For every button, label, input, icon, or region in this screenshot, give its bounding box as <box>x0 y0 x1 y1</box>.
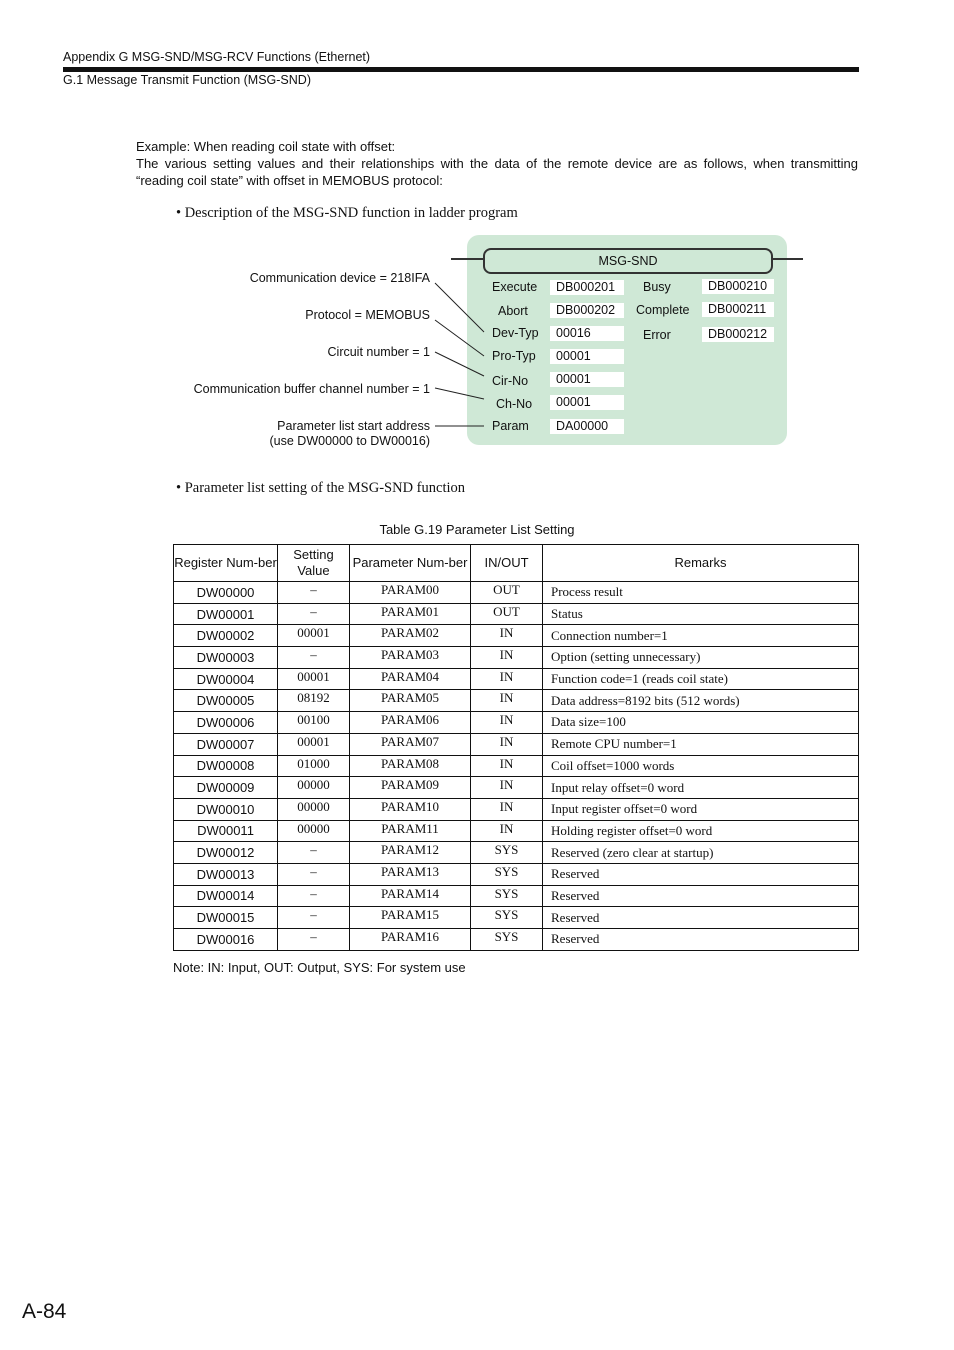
param-cell: PARAM13 <box>350 863 471 885</box>
param-cell: PARAM07 <box>350 733 471 755</box>
pin-execute: Execute <box>492 280 538 294</box>
pin-complete: Complete <box>636 303 690 317</box>
param-cell: PARAM02 <box>350 625 471 647</box>
param-cell: PARAM04 <box>350 668 471 690</box>
pin-execute-value: DB000201 <box>550 280 624 295</box>
remarks-cell: Holding register offset=0 word <box>543 820 859 842</box>
setting-cell: 00000 <box>278 798 350 820</box>
pin-cir-no: Cir-No <box>492 374 529 388</box>
annotation-circuit: Circuit number = 1 <box>327 345 430 359</box>
register-cell: DW00009 <box>174 777 278 799</box>
table-row <box>174 603 859 625</box>
inout-cell: OUT <box>471 582 543 604</box>
param-cell: PARAM08 <box>350 755 471 777</box>
setting-cell: – <box>278 885 350 907</box>
register-cell: DW00014 <box>174 885 278 907</box>
pin-pro-typ-value: 00001 <box>550 349 624 364</box>
pin-abort-value: DB000202 <box>550 303 624 318</box>
pin-param: Param <box>492 419 529 433</box>
annotation-param-start-line2: (use DW00000 to DW00016) <box>269 434 430 448</box>
table-header-row <box>174 545 859 582</box>
table-row <box>174 668 859 690</box>
setting-cell: 00001 <box>278 625 350 647</box>
header-remarks: Remarks <box>543 545 859 582</box>
setting-cell: – <box>278 863 350 885</box>
remarks-cell: Input register offset=0 word <box>543 798 859 820</box>
running-header-section: G.1 Message Transmit Function (MSG-SND) <box>63 73 311 87</box>
inout-cell: IN <box>471 777 543 799</box>
table-row <box>174 907 859 929</box>
pin-complete-value: DB000211 <box>702 302 774 317</box>
inout-cell: SYS <box>471 885 543 907</box>
remarks-cell: Reserved (zero clear at startup) <box>543 842 859 864</box>
remarks-cell: Status <box>543 603 859 625</box>
pin-param-value: DA00000 <box>550 419 624 434</box>
setting-cell: – <box>278 842 350 864</box>
annotation-param-start-line1: Parameter list start address <box>277 419 430 433</box>
register-cell: DW00003 <box>174 647 278 669</box>
table-row <box>174 690 859 712</box>
register-cell: DW00013 <box>174 863 278 885</box>
table-note: Note: IN: Input, OUT: Output, SYS: For system use <box>173 960 466 975</box>
inout-cell: IN <box>471 625 543 647</box>
remarks-cell: Reserved <box>543 885 859 907</box>
param-cell: PARAM14 <box>350 885 471 907</box>
bullet-parameter-list: • Parameter list setting of the MSG-SND function <box>176 480 465 496</box>
inout-cell: SYS <box>471 842 543 864</box>
setting-cell: 00001 <box>278 668 350 690</box>
param-cell: PARAM16 <box>350 929 471 951</box>
leader-line-ch-no <box>435 388 484 399</box>
annotation-protocol: Protocol = MEMOBUS <box>305 308 430 322</box>
setting-cell: 00000 <box>278 777 350 799</box>
setting-cell: – <box>278 582 350 604</box>
param-cell: PARAM00 <box>350 582 471 604</box>
inout-cell: SYS <box>471 929 543 951</box>
remarks-cell: Coil offset=1000 words <box>543 755 859 777</box>
pin-error-value: DB000212 <box>702 327 774 342</box>
table-row <box>174 929 859 951</box>
setting-cell: – <box>278 907 350 929</box>
annotation-param-start <box>100 419 430 449</box>
register-cell: DW00002 <box>174 625 278 647</box>
register-cell: DW00005 <box>174 690 278 712</box>
param-cell: PARAM15 <box>350 907 471 929</box>
running-header-chapter: Appendix G MSG-SND/MSG-RCV Functions (Ethernet) <box>63 50 371 64</box>
param-cell: PARAM11 <box>350 820 471 842</box>
leader-line-pro-typ <box>435 320 484 356</box>
inout-cell: IN <box>471 668 543 690</box>
register-cell: DW00000 <box>174 582 278 604</box>
setting-cell: 08192 <box>278 690 350 712</box>
pin-busy-value: DB000210 <box>702 279 774 294</box>
table-row <box>174 885 859 907</box>
remarks-cell: Reserved <box>543 929 859 951</box>
setting-cell: 00001 <box>278 733 350 755</box>
pin-cir-no-value: 00001 <box>550 372 624 387</box>
remarks-cell: Data size=100 <box>543 712 859 734</box>
table-row <box>174 712 859 734</box>
remarks-cell: Input relay offset=0 word <box>543 777 859 799</box>
table-row <box>174 755 859 777</box>
table-row <box>174 777 859 799</box>
param-cell: PARAM09 <box>350 777 471 799</box>
header-setting-value: Setting Value <box>278 545 350 582</box>
setting-cell: – <box>278 929 350 951</box>
msg-snd-block-title: MSG-SND <box>483 248 773 274</box>
inout-cell: SYS <box>471 863 543 885</box>
parameter-list-table <box>173 544 859 951</box>
pin-error: Error <box>643 328 671 342</box>
param-cell: PARAM05 <box>350 690 471 712</box>
intro-line-2: The various setting values and their relationships with the data of the remote device are as follows, when transmitting “reading coil state” with offset in MEMOBUS protocol: <box>136 156 858 188</box>
inout-cell: SYS <box>471 907 543 929</box>
param-cell: PARAM10 <box>350 798 471 820</box>
remarks-cell: Connection number=1 <box>543 625 859 647</box>
header-parameter-number: Parameter Num-ber <box>350 545 471 582</box>
inout-cell: IN <box>471 820 543 842</box>
table-row <box>174 798 859 820</box>
table-row <box>174 647 859 669</box>
bullet-ladder-description: • Description of the MSG-SND function in ladder program <box>176 205 518 221</box>
param-cell: PARAM03 <box>350 647 471 669</box>
table-row <box>174 820 859 842</box>
table-row <box>174 733 859 755</box>
remarks-cell: Reserved <box>543 863 859 885</box>
setting-cell: 00100 <box>278 712 350 734</box>
page-number: A-84 <box>22 1300 67 1323</box>
table-caption: Table G.19 Parameter List Setting <box>379 522 575 537</box>
inout-cell: IN <box>471 690 543 712</box>
header-register-number: Register Num-ber <box>174 545 278 582</box>
setting-cell: – <box>278 603 350 625</box>
leader-line-dev-typ <box>435 283 484 332</box>
setting-cell: – <box>278 647 350 669</box>
table-row <box>174 625 859 647</box>
param-cell: PARAM12 <box>350 842 471 864</box>
register-cell: DW00008 <box>174 755 278 777</box>
table-row <box>174 863 859 885</box>
inout-cell: IN <box>471 647 543 669</box>
param-cell: PARAM06 <box>350 712 471 734</box>
pin-ch-no: Ch-No <box>496 397 533 411</box>
remarks-cell: Remote CPU number=1 <box>543 733 859 755</box>
setting-cell: 00000 <box>278 820 350 842</box>
table-row <box>174 842 859 864</box>
pin-dev-typ-value: 00016 <box>550 326 624 341</box>
inout-cell: IN <box>471 755 543 777</box>
remarks-cell: Option (setting unnecessary) <box>543 647 859 669</box>
param-cell: PARAM01 <box>350 603 471 625</box>
remarks-cell: Data address=8192 bits (512 words) <box>543 690 859 712</box>
pin-ch-no-value: 00001 <box>550 395 624 410</box>
register-cell: DW00001 <box>174 603 278 625</box>
table-body <box>174 582 859 951</box>
register-cell: DW00015 <box>174 907 278 929</box>
table-row <box>174 582 859 604</box>
register-cell: DW00004 <box>174 668 278 690</box>
register-cell: DW00010 <box>174 798 278 820</box>
remarks-cell: Reserved <box>543 907 859 929</box>
annotation-comm-device: Communication device = 218IFA <box>249 271 430 285</box>
pin-abort: Abort <box>498 304 528 318</box>
inout-cell: IN <box>471 712 543 734</box>
inout-cell: IN <box>471 733 543 755</box>
annotation-channel: Communication buffer channel number = 1 <box>193 382 430 396</box>
register-cell: DW00016 <box>174 929 278 951</box>
remarks-cell: Function code=1 (reads coil state) <box>543 668 859 690</box>
header-in-out: IN/OUT <box>471 545 543 582</box>
register-cell: DW00007 <box>174 733 278 755</box>
pin-busy: Busy <box>643 280 671 294</box>
register-cell: DW00011 <box>174 820 278 842</box>
pin-dev-typ: Dev-Typ <box>492 326 539 340</box>
setting-cell: 01000 <box>278 755 350 777</box>
register-cell: DW00012 <box>174 842 278 864</box>
intro-line-1: Example: When reading coil state with offset: <box>136 139 396 154</box>
inout-cell: OUT <box>471 603 543 625</box>
leader-line-cir-no <box>435 352 484 376</box>
register-cell: DW00006 <box>174 712 278 734</box>
inout-cell: IN <box>471 798 543 820</box>
remarks-cell: Process result <box>543 582 859 604</box>
pin-pro-typ: Pro-Typ <box>492 349 536 363</box>
